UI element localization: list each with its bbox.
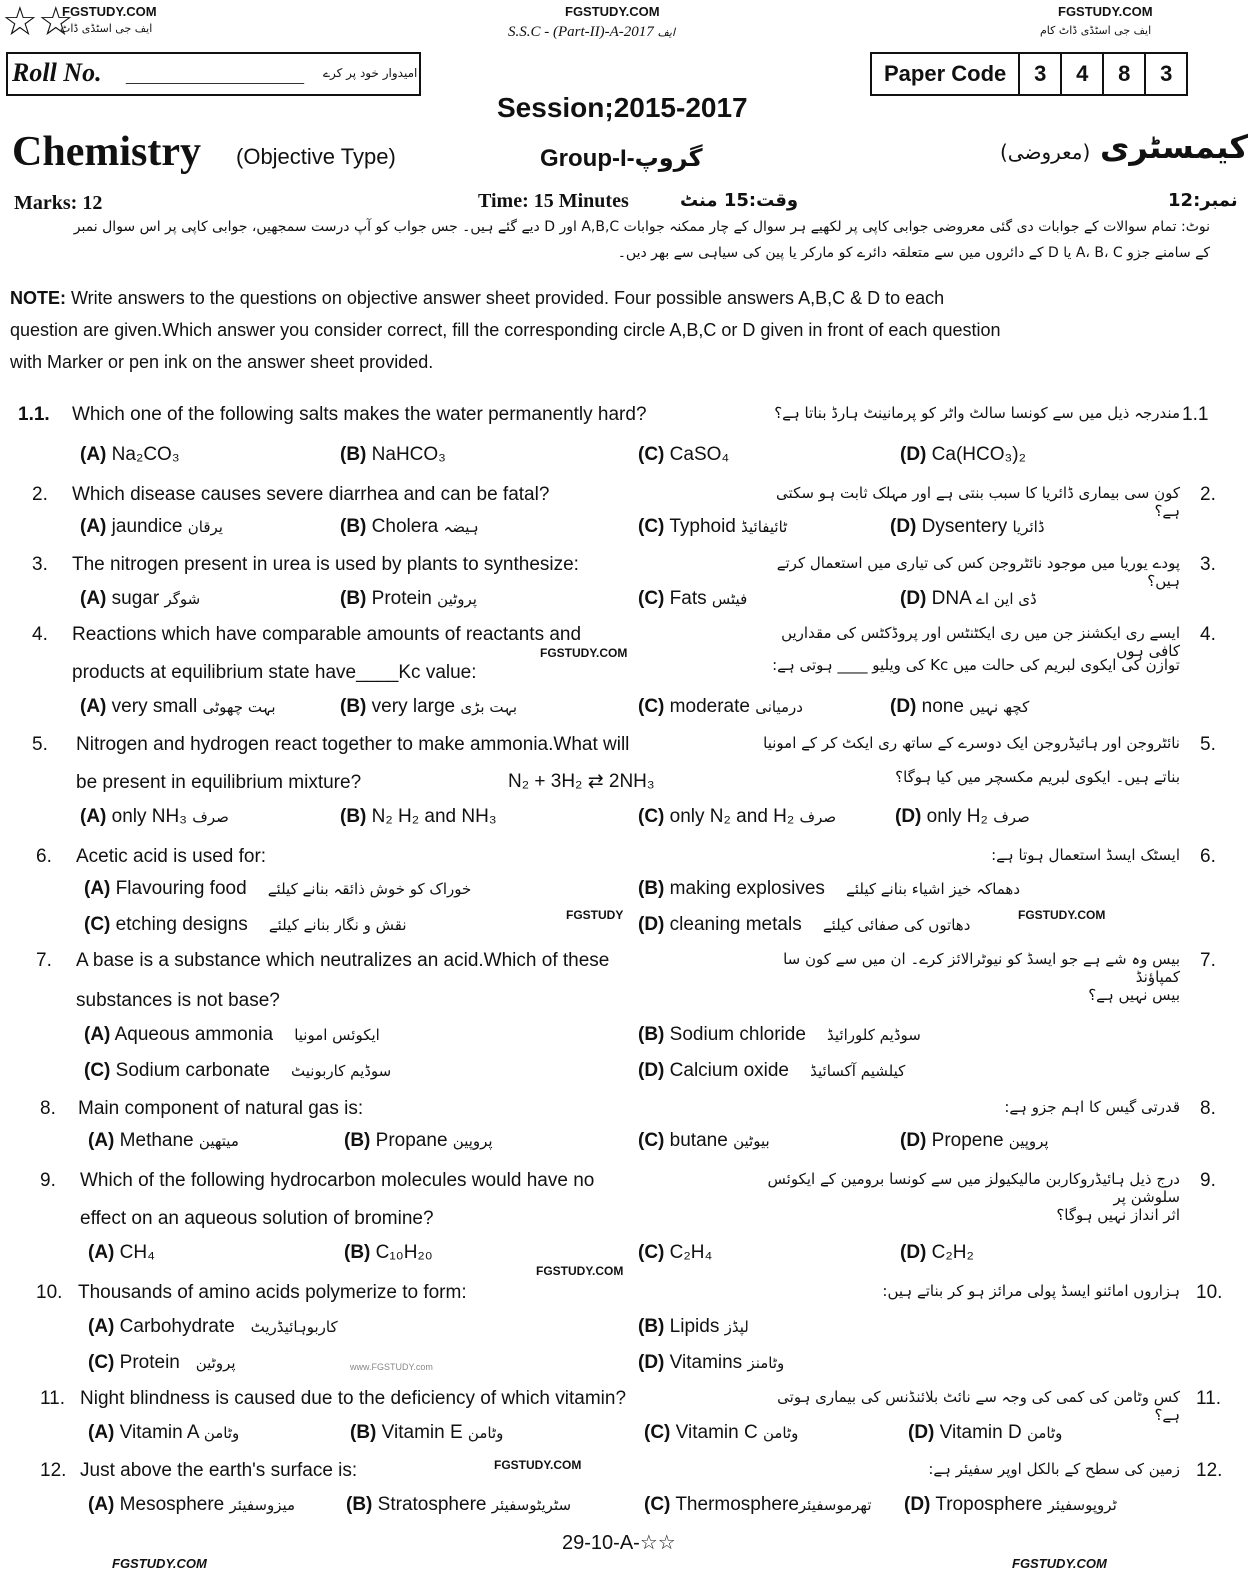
question-urdu: توازن کی ایکوی لبریم کی حالت میں Kc کی ویلیو ____ ہوتی ہے:	[772, 656, 1180, 674]
option-d[interactable]: (D) DNA ڈی این اے	[900, 588, 1037, 609]
roll-urdu: امیدوار خود پر کرے	[323, 66, 418, 80]
question-number: 4.	[32, 624, 48, 645]
question-number: 10.	[36, 1282, 63, 1303]
option-d[interactable]: (D) only H₂ صرف	[895, 806, 1030, 827]
paper-code-digit: 3	[1144, 54, 1186, 94]
question-number: 5.	[32, 734, 48, 755]
question-urdu: کس وٹامن کی کمی کی وجہ سے نائٹ بلائنڈنس کی بیماری ہوتی ہے؟	[777, 1388, 1180, 1424]
question-text: A base is a substance which neutralizes an acid.Which of these	[76, 950, 610, 971]
urdu-brand: ایف جی اسٹڈی ڈاٹ کام	[1040, 24, 1152, 37]
watermark: FGSTUDY.COM	[494, 1458, 582, 1472]
watermark: FGSTUDY.COM	[565, 4, 660, 19]
option-b[interactable]: (B) Lipids لپڈز	[638, 1316, 749, 1337]
question-urdu: پودے یوریا میں موجود نائٹروجن کس کی تیاری میں استعمال کرتے ہیں؟	[776, 554, 1180, 590]
urdu-note-line: نوٹ: تمام سوالات کے جوابات دی گئی معروضی جوابی کاپی پر لکھیے ہر سوال کے چار ممکنہ جوابات A,B,C اور D دیے گئے ہیں۔ جس جواب کو آپ درست سمجھیں، جوابی کاپی پر اس سوال نمبر	[73, 219, 1210, 235]
option-d[interactable]: (D) Vitamins وٹامنز	[638, 1352, 785, 1373]
group	[540, 144, 703, 173]
question-number: 8.	[40, 1098, 56, 1119]
option-b[interactable]: (B) NaHCO₃	[340, 444, 446, 465]
option-b[interactable]: (B) Cholera ہیضہ	[340, 516, 479, 537]
option-d[interactable]: (D) C₂H₂	[900, 1242, 974, 1263]
note-text: Write answers to the questions on objective answer sheet provided. Four possible answers A,B,C & D to each	[71, 288, 945, 308]
question-text: Nitrogen and hydrogen react together to make ammonia.What will	[76, 734, 630, 755]
question-number-urdu: 4.	[1200, 624, 1216, 645]
option-a[interactable]: (A) Na₂CO₃	[80, 444, 180, 465]
question-text: The nitrogen present in urea is used by plants to synthesize:	[72, 554, 579, 575]
question-number: 3.	[32, 554, 48, 575]
option-a[interactable]: (A) CH₄	[88, 1242, 155, 1263]
watermark: FGSTUDY.COM	[536, 1264, 624, 1278]
question-number-urdu: 8.	[1200, 1098, 1216, 1119]
option-c[interactable]: (C) only N₂ and H₂ صرف	[638, 806, 837, 827]
question-number: 6.	[36, 846, 52, 867]
option-c[interactable]: (C) Vitamin C وٹامن	[644, 1422, 799, 1443]
option-c[interactable]: (C) etching designs نقش و نگار بنانے کیلئے	[84, 914, 407, 935]
question-number-urdu: 6.	[1200, 846, 1216, 867]
roll-number-box[interactable]	[6, 52, 421, 96]
question-text: effect on an aqueous solution of bromine?	[80, 1208, 434, 1229]
question-text: Reactions which have comparable amounts of reactants and	[72, 624, 582, 645]
watermark: FGSTUDY.COM	[62, 4, 157, 19]
question-text: Which of the following hydrocarbon molecules would have no	[80, 1170, 595, 1191]
watermark: FGSTUDY	[566, 908, 624, 922]
question-number-urdu: 11.	[1196, 1388, 1222, 1409]
option-c[interactable]: (C) Typhoid ٹائیفائیڈ	[638, 516, 788, 537]
question-number-urdu: 10.	[1196, 1282, 1223, 1303]
question-urdu: ایسٹک ایسڈ استعمال ہوتا ہے:	[991, 846, 1180, 864]
paper-code-digit: 8	[1102, 54, 1144, 94]
paper-code-label: Paper Code	[884, 61, 1007, 86]
option-d[interactable]: (D) Propene پروپین	[900, 1130, 1049, 1151]
option-a[interactable]: (A) jaundice یرقان	[80, 516, 223, 537]
watermark: FGSTUDY.COM	[112, 1556, 207, 1571]
option-d[interactable]: (D) Troposphere ٹروپوسفیئر	[904, 1494, 1117, 1515]
question-urdu: بیس وہ شے ہے جو ایسڈ کو نیوٹرالائز کرے۔ ان میں سے کون سا کمپاؤنڈ	[783, 950, 1180, 986]
question-urdu: درج ذیل ہائیڈروکاربن مالیکیولز میں سے کونسا برومین کے ایکوئس سلوشن پر	[767, 1170, 1180, 1206]
question-number-urdu: 1.1	[1182, 404, 1209, 425]
option-b[interactable]: (B) N₂ H₂ and NH₃	[340, 806, 497, 827]
option-d[interactable]: (D) cleaning metals دھاتوں کی صفائی کیلئے	[638, 914, 971, 935]
question-number-urdu: 2.	[1200, 484, 1216, 505]
option-d[interactable]: (D) Vitamin D وٹامن	[908, 1422, 1063, 1443]
question-urdu: بناتے ہیں۔ ایکوی لبریم مکسچر میں کیا ہوگا؟	[895, 768, 1180, 786]
option-c[interactable]: (C) butane بیوٹین	[638, 1130, 770, 1151]
option-c[interactable]: (C) Sodium carbonate سوڈیم کاربونیٹ	[84, 1060, 392, 1081]
watermark: FGSTUDY.COM	[540, 646, 628, 660]
question-urdu: اثر انداز نہیں ہوگا؟	[1056, 1206, 1180, 1224]
question-text: products at equilibrium state have____Kc value:	[72, 662, 477, 683]
question-text: Which disease causes severe diarrhea and can be fatal?	[72, 484, 550, 505]
option-a[interactable]: (A) Carbohydrate کاربوہائیڈریٹ	[88, 1316, 338, 1337]
subject-title-urdu: کیمسٹری	[1100, 128, 1248, 166]
question-urdu: ہزاروں امائنو ایسڈ پولی مرائز ہو کر بناتے ہیں:	[882, 1282, 1180, 1300]
question-urdu: مندرجہ ذیل میں سے کونسا سالٹ واٹر کو پرمانینٹ ہارڈ بناتا ہے؟	[774, 404, 1180, 422]
question-number: 12.	[40, 1460, 67, 1481]
logo-stars-icon: ☆☆	[2, 0, 74, 45]
equation: N₂ + 3H₂ ⇄ 2NH₃	[508, 771, 655, 792]
option-d[interactable]: (D) Dysentery ڈائریا	[890, 516, 1045, 537]
paper-code-box	[870, 52, 1188, 96]
question-urdu: بیس نہیں ہے؟	[1088, 986, 1180, 1004]
urdu-brand: ایف جی اسٹڈی ڈاٹ	[60, 22, 153, 35]
marks-urdu: نمبر:12	[1168, 190, 1238, 211]
question-number: 1.1.	[18, 404, 50, 425]
time-urdu: وقت:15 منٹ	[680, 190, 799, 211]
option-a[interactable]: (A) Mesosphere میزوسفیئر	[88, 1494, 296, 1515]
question-urdu: نائٹروجن اور ہائیڈروجن ایک دوسرے کے ساتھ ری ایکٹ کر کے امونیا	[763, 734, 1180, 752]
question-number-urdu: 5.	[1200, 734, 1216, 755]
option-a[interactable]: (A) Vitamin A وٹامن	[88, 1422, 240, 1443]
option-a[interactable]: (A) only NH₃ صرف	[80, 806, 229, 827]
question-urdu: ایسے ری ایکشنز جن میں ری ایکٹنٹس اور پروڈکٹس کی مقداریں کافی ہوں	[781, 624, 1180, 660]
roll-label: Roll No.	[12, 58, 102, 87]
option-c[interactable]: (C) C₂H₄	[638, 1242, 713, 1263]
question-number: 9.	[40, 1170, 56, 1191]
option-d[interactable]: (D) Ca(HCO₃)₂	[900, 444, 1026, 465]
question-text: Just above the earth's surface is:	[80, 1460, 358, 1481]
option-b[interactable]: (B) Sodium chloride سوڈیم کلورائیڈ	[638, 1024, 921, 1045]
question-text: be present in equilibrium mixture?	[76, 772, 362, 793]
roll-blank: ____________________	[126, 68, 304, 85]
question-text: Thousands of amino acids polymerize to form:	[78, 1282, 467, 1303]
question-urdu: کون سی بیماری ڈائریا کا سبب بنتی ہے اور مہلک ثابت ہو سکتی ہے؟	[776, 484, 1180, 520]
time: Time: 15 Minutes	[478, 190, 629, 212]
question-text: Main component of natural gas is:	[78, 1098, 364, 1119]
paper-code-digit: 3	[1018, 54, 1060, 94]
option-a[interactable]: (A) Aqueous ammonia ایکوئس امونیا	[84, 1024, 380, 1045]
question-number: 2.	[32, 484, 48, 505]
group-label: Group-I-	[540, 145, 635, 172]
option-d[interactable]: (D) Calcium oxide کیلشیم آکسائیڈ	[638, 1060, 906, 1081]
option-c[interactable]: (C) Protein پروٹین	[88, 1352, 236, 1373]
option-b[interactable]: (B) C₁₀H₂₀	[344, 1242, 433, 1263]
option-b[interactable]: (B) Propane پروپین	[344, 1130, 493, 1151]
question-urdu: قدرتی گیس کا اہم جزو ہے:	[1004, 1098, 1180, 1116]
option-a[interactable]: (A) sugar شوگر	[80, 588, 201, 609]
paper-code-digit: 4	[1060, 54, 1102, 94]
footer-code: 29-10-A-☆☆	[562, 1532, 676, 1554]
option-a[interactable]: (A) very small بہت چھوٹی	[80, 696, 276, 717]
subject-type: (Objective Type)	[236, 144, 396, 169]
question-text: Which one of the following salts makes the water permanently hard?	[72, 404, 647, 425]
option-c[interactable]: (C) Fats فیٹس	[638, 588, 748, 609]
exam-title	[508, 24, 675, 41]
group-urdu: گروپ	[634, 144, 703, 172]
option-b[interactable]: (B) making explosives دھماکہ خیز اشیاء بنانے کیلئے	[638, 878, 1021, 899]
note-text: with Marker or pen ink on the answer sheet provided.	[10, 352, 434, 372]
note-text: question are given.Which answer you consider correct, fill the corresponding circle A,B,C or D given in front of each question	[10, 320, 1001, 340]
option-b[interactable]: (B) Vitamin E وٹامن	[350, 1422, 504, 1443]
question-number-urdu: 7.	[1200, 950, 1216, 971]
question-text: Night blindness is caused due to the deficiency of which vitamin?	[80, 1388, 627, 1409]
english-note	[10, 282, 1240, 378]
question-number-urdu: 9.	[1200, 1170, 1216, 1191]
option-b[interactable]: (B) Protein پروٹین	[340, 588, 477, 609]
watermark: FGSTUDY.COM	[1012, 1556, 1107, 1571]
watermark: FGSTUDY.COM	[1058, 4, 1153, 19]
subject-type-urdu: (معروضی)	[1000, 140, 1091, 164]
watermark: www.FGSTUDY.com	[350, 1362, 433, 1372]
watermark: FGSTUDY.COM	[1018, 908, 1106, 922]
urdu-note	[60, 214, 1210, 266]
option-a[interactable]: (A) Methane میتھین	[88, 1130, 239, 1151]
marks: Marks: 12	[14, 192, 103, 214]
question-number: 7.	[36, 950, 52, 971]
session: Session;2015-2017	[497, 92, 748, 123]
option-b[interactable]: (B) very large بہت بڑی	[340, 696, 518, 717]
option-a[interactable]: (A) Flavouring food خوراک کو خوش ذائقہ بنانے کیلئے	[84, 878, 472, 899]
note-label: NOTE:	[10, 288, 66, 308]
option-c[interactable]: (C) moderate درمیانی	[638, 696, 803, 717]
question-number: 11.	[40, 1388, 66, 1409]
question-text: substances is not base?	[76, 990, 280, 1011]
question-number-urdu: 3.	[1200, 554, 1216, 575]
question-urdu: زمین کی سطح کے بالکل اوپر سفیئر ہے:	[928, 1460, 1180, 1478]
question-number-urdu: 12.	[1196, 1460, 1223, 1481]
urdu-note-line: کے سامنے جزو A، B، C یا D کے دائروں میں سے متعلقہ دائرے کو مارکر یا پین کی سیاہی سے بھر دیں۔	[617, 245, 1210, 261]
option-d[interactable]: (D) none کچھ نہیں	[890, 696, 1030, 717]
exam-name: S.S.C - (Part-II)-A-2017	[508, 24, 654, 40]
option-b[interactable]: (B) Stratosphere سٹریٹوسفیئر	[346, 1494, 572, 1515]
option-c[interactable]: (C) CaSO₄	[638, 444, 730, 465]
subject-title: Chemistry	[12, 129, 201, 175]
question-text: Acetic acid is used for:	[76, 846, 267, 867]
option-c[interactable]: (C) Thermosphereتھرموسفیئر	[644, 1494, 872, 1515]
exam-urdu: ایف	[657, 27, 676, 39]
